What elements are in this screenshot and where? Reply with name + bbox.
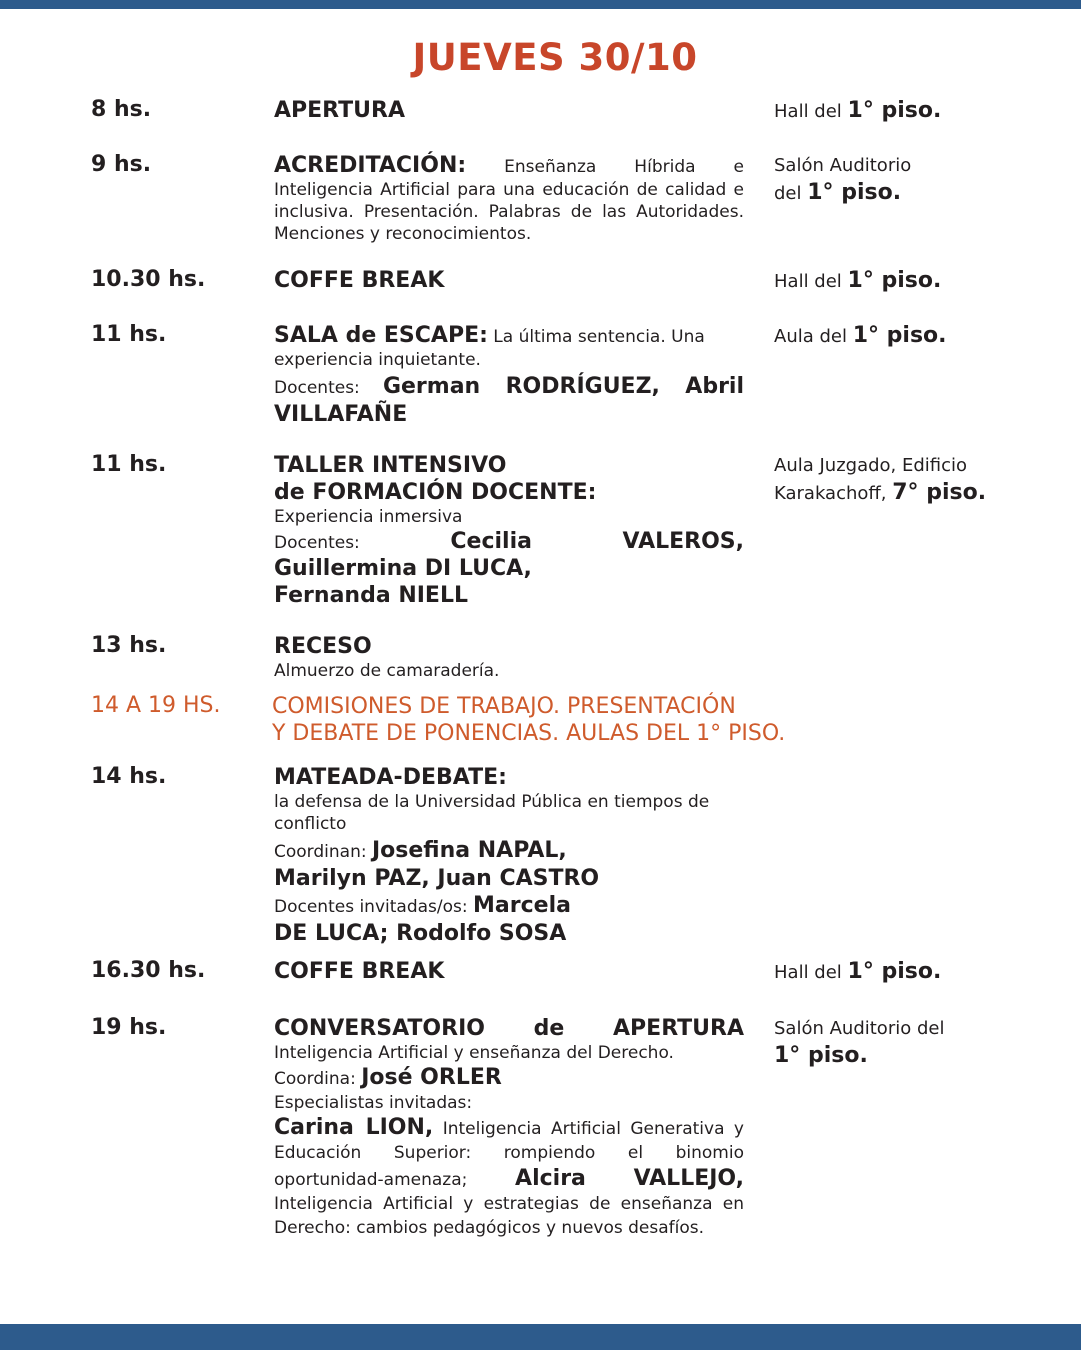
- label: Docentes invitadas/os:: [274, 897, 474, 917]
- specialist-topic: Inteligencia Artificial y estrategias de enseñanza en Derecho: cambios pedagógicos y nuevos desafíos.: [274, 1194, 744, 1238]
- label: Docentes:: [274, 378, 383, 398]
- location-floor: 1° piso.: [847, 268, 942, 293]
- bottom-bar: [0, 1324, 1081, 1350]
- location: Hall del: [774, 101, 848, 122]
- location: Hall del: [774, 962, 848, 983]
- specialist: Carina LION,: [274, 1115, 434, 1140]
- location: Aula Juzgado, Edificio: [774, 455, 968, 476]
- location: Salón Auditorio: [774, 155, 912, 176]
- activity-title: COFFE BREAK: [274, 268, 445, 293]
- location-floor: 1° piso.: [774, 1043, 868, 1068]
- location: Hall del: [774, 271, 848, 292]
- label: Coordinan:: [274, 842, 372, 862]
- activity-description: Experiencia inmersiva: [274, 507, 463, 527]
- activity-title: de FORMACIÓN DOCENTE:: [274, 480, 597, 505]
- label: Coordina:: [274, 1069, 362, 1089]
- label: Especialistas invitadas:: [274, 1093, 473, 1113]
- specialist: VALLEJO,: [633, 1166, 744, 1191]
- activity-title: MATEADA-DEBATE:: [274, 765, 507, 790]
- time: 14 hs.: [91, 764, 167, 789]
- time: 13 hs.: [91, 633, 167, 658]
- activity-description: La última sentencia. Una experiencia inquietante.: [274, 327, 705, 370]
- activity-title: COFFE BREAK: [274, 959, 445, 984]
- location-floor: 7° piso.: [892, 480, 987, 505]
- activity-title: RECESO: [274, 634, 372, 659]
- page-title: JUEVES 30/10: [412, 36, 698, 79]
- specialist: Alcira: [515, 1166, 586, 1191]
- label: Docentes:: [274, 533, 360, 553]
- activity-description: Enseñanza Híbrida e Inteligencia Artificial para una educación de calidad e inclusiva. Presentación. Palabras de las Autoridades. Menciones y reconocimientos.: [274, 157, 744, 244]
- time: 8 hs.: [91, 97, 152, 122]
- guests: Marcela: [473, 893, 571, 918]
- coordinators: Josefina NAPAL,: [371, 838, 567, 863]
- time: 10.30 hs.: [91, 267, 206, 292]
- activity-description: Inteligencia Artificial y enseñanza del Derecho.: [274, 1043, 674, 1063]
- highlight-text: Y DEBATE DE PONENCIAS. AULAS DEL 1° PISO.: [272, 721, 786, 746]
- time: 16.30 hs.: [91, 958, 206, 983]
- activity-title: SALA de ESCAPE:: [274, 323, 488, 348]
- guests: DE LUCA; Rodolfo SOSA: [274, 921, 567, 946]
- activity-title: CONVERSATORIO de APERTURA: [274, 1016, 744, 1041]
- location-floor: 1° piso.: [847, 959, 942, 984]
- activity-title: APERTURA: [274, 98, 405, 123]
- coordinator: José ORLER: [361, 1065, 502, 1090]
- top-bar: [0, 0, 1081, 9]
- activity-description: Almuerzo de camaradería.: [274, 661, 500, 681]
- highlight-text: COMISIONES DE TRABAJO. PRESENTACIÓN: [272, 694, 736, 719]
- activity-title: ACREDITACIÓN:: [274, 153, 467, 178]
- location: Aula del: [774, 326, 853, 347]
- teacher: Cecilia: [450, 529, 532, 554]
- time: 11 hs.: [91, 452, 167, 477]
- activity-description: la defensa de la Universidad Pública en tiempos de conflicto: [274, 792, 710, 834]
- time: 9 hs.: [91, 152, 152, 177]
- teacher: Fernanda NIELL: [274, 583, 468, 608]
- time: 11 hs.: [91, 322, 167, 347]
- teacher: Guillermina DI LUCA,: [274, 556, 532, 581]
- location: Salón Auditorio del: [774, 1018, 945, 1039]
- teacher: VALEROS,: [622, 529, 744, 554]
- coordinators: Marilyn PAZ, Juan CASTRO: [274, 866, 600, 891]
- location-floor: 1° piso.: [847, 98, 942, 123]
- time: 19 hs.: [91, 1015, 167, 1040]
- location-floor: 1° piso.: [807, 180, 902, 205]
- location: del: [774, 183, 808, 204]
- activity-title: TALLER INTENSIVO: [274, 453, 507, 478]
- teachers: German RODRÍGUEZ, Abril VILLAFAÑE: [274, 374, 745, 427]
- location: Karakachoff,: [774, 483, 893, 504]
- specialist-topic: Inteligencia Artificial Generativa y Educación Superior: rompiendo el binomio oportunidad-amenaza;: [274, 1119, 744, 1190]
- time: 14 A 19 HS.: [91, 693, 221, 718]
- location-floor: 1° piso.: [852, 323, 947, 348]
